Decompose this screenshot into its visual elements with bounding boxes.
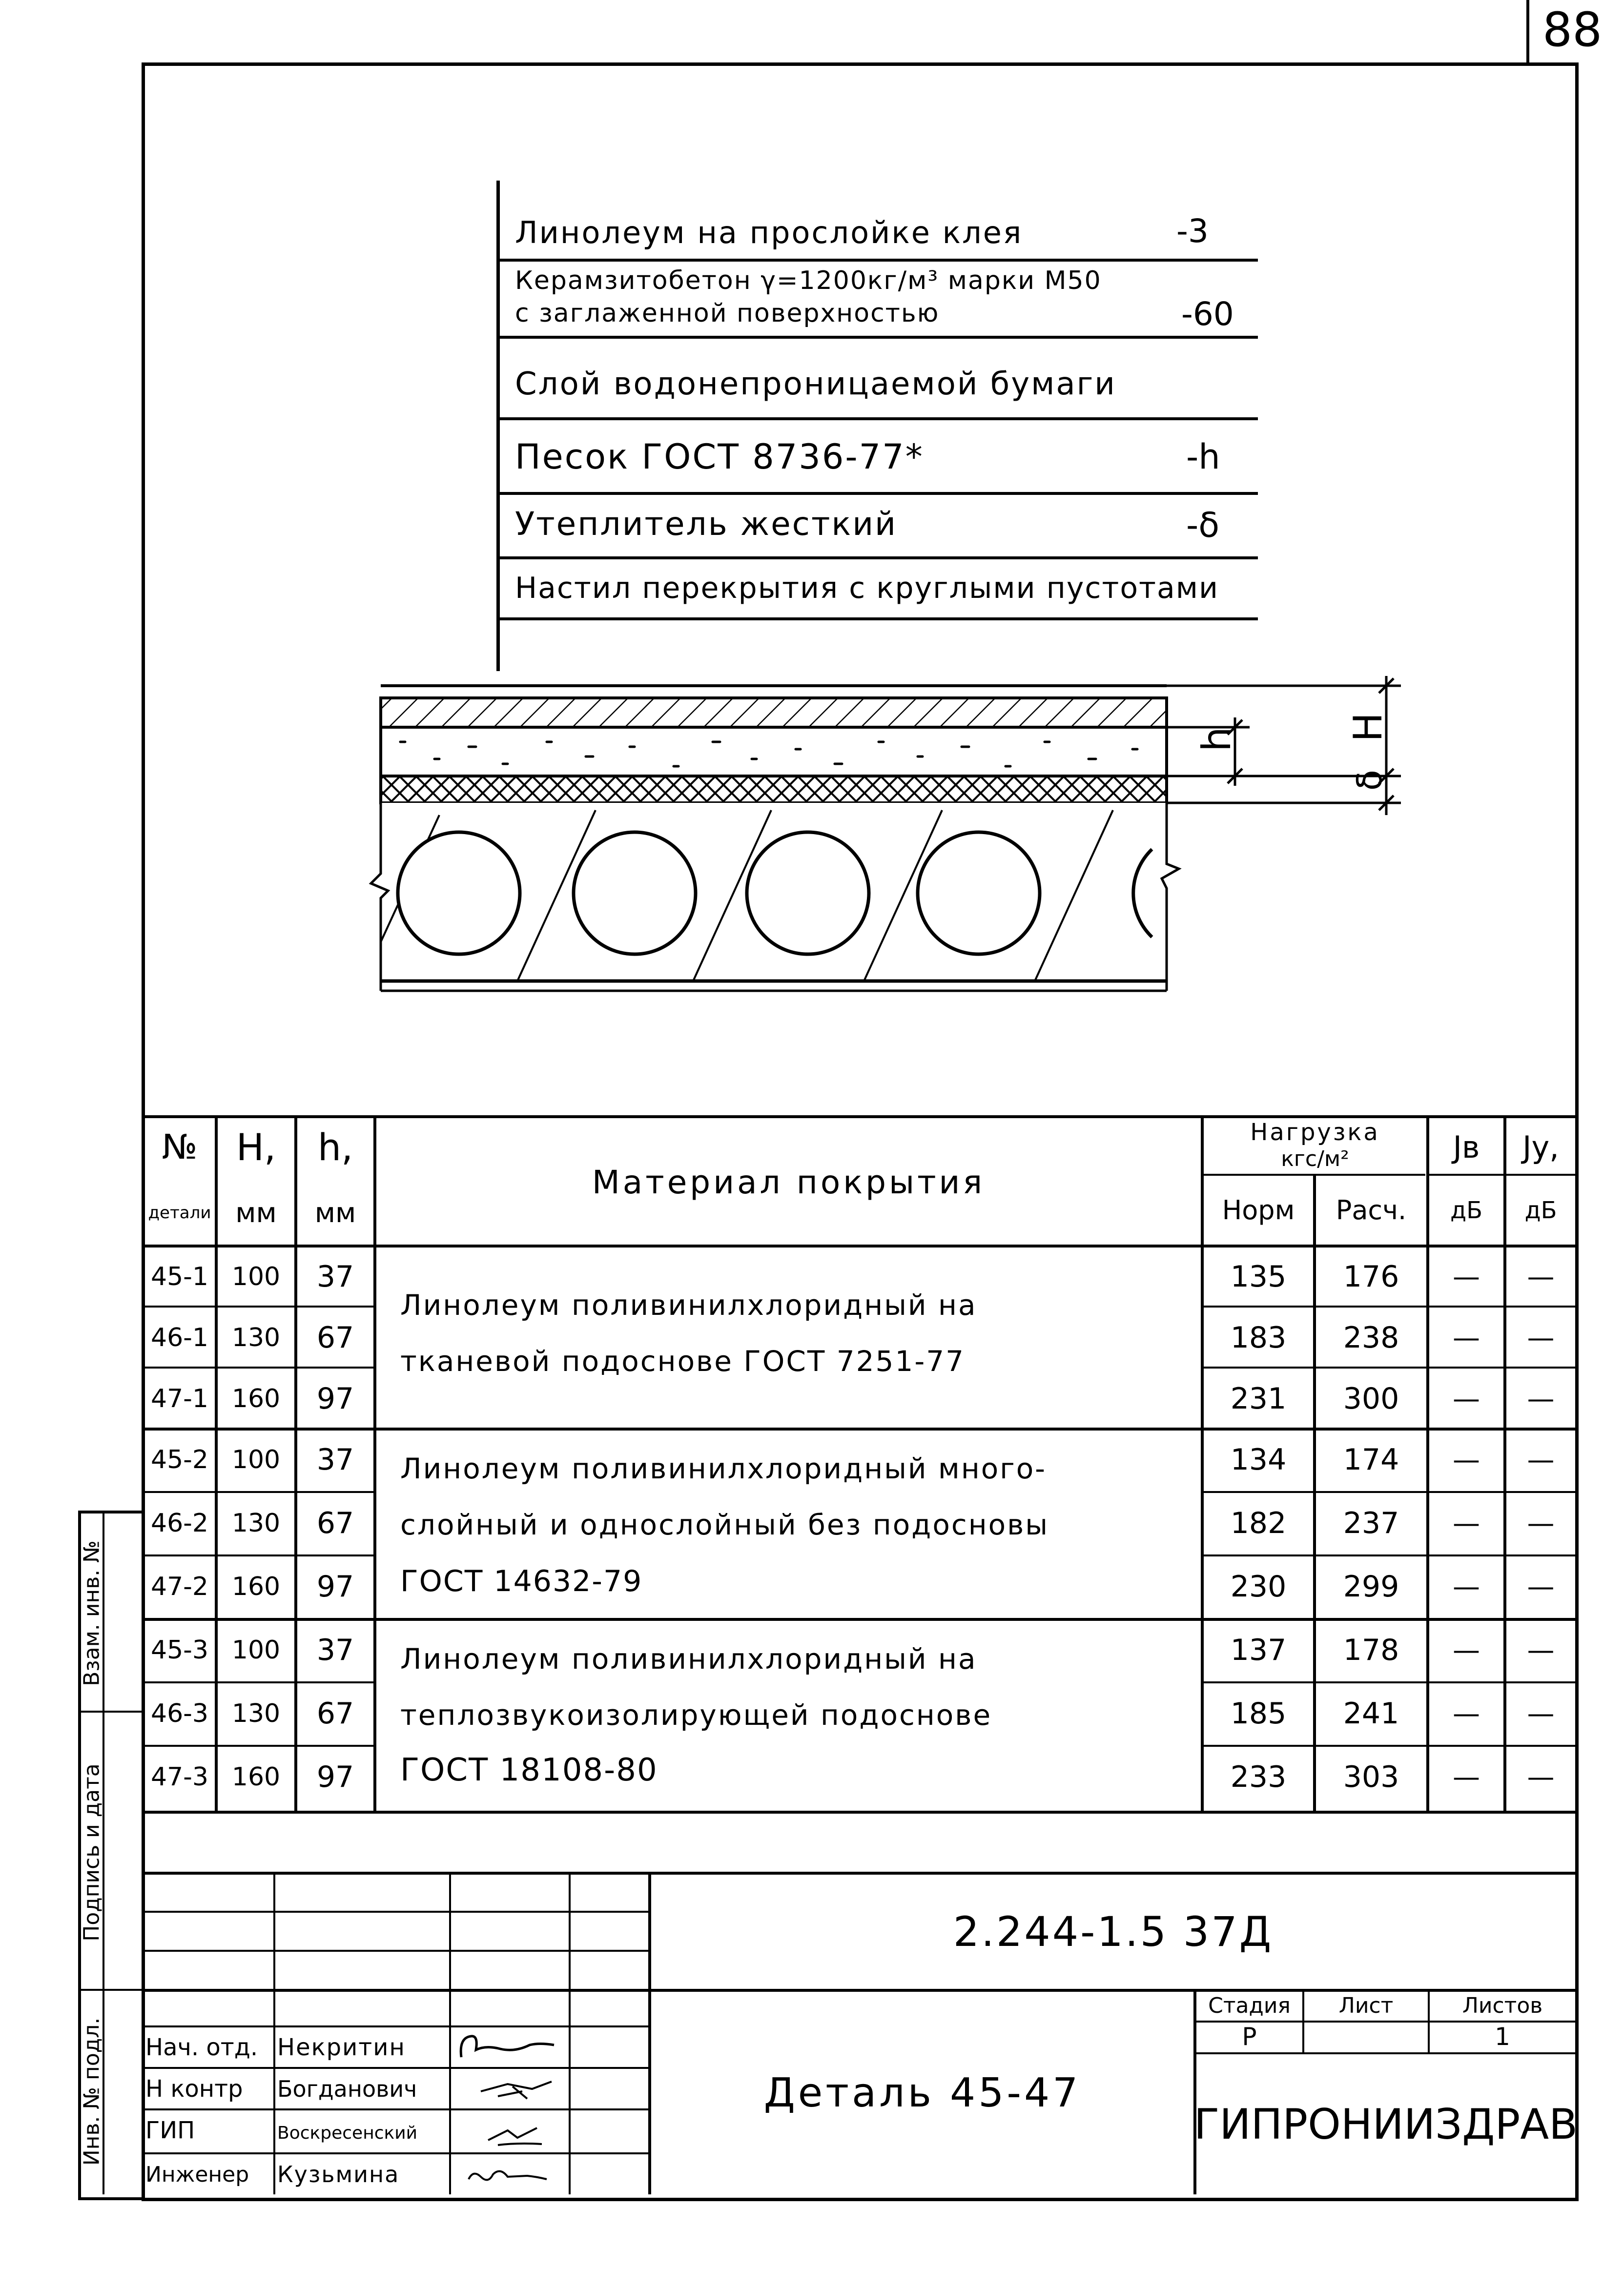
jv-cell: — (1453, 1761, 1480, 1793)
row-line (142, 1745, 375, 1747)
h-cell: 97 (316, 1570, 354, 1604)
header-material: Материал покрытия (592, 1164, 986, 1201)
stage-value: Р (1242, 2023, 1257, 2051)
header-load-calc: Расч. (1336, 1195, 1407, 1226)
signer-name: Богданович (277, 2076, 417, 2102)
layer-2-label-b: с заглаженной поверхностью (515, 299, 940, 328)
signature-1 (456, 2030, 564, 2065)
sound-header-split (1429, 1174, 1575, 1176)
layer-2-thickness: -60 (1181, 295, 1234, 333)
layer-3-label: Слой водонепроницаемой бумаги (515, 366, 1116, 402)
sand-layer (381, 727, 1167, 776)
detail-title: Деталь 45-47 (763, 2069, 1081, 2116)
layer-5-thickness: -δ (1186, 505, 1220, 545)
jy-cell: — (1527, 1444, 1555, 1476)
load-calc-cell: 241 (1343, 1697, 1399, 1731)
row-line (1201, 1491, 1575, 1493)
h-cell: 37 (316, 1260, 354, 1294)
signer-role: Нач. отд. (145, 2034, 258, 2061)
side-stamp-vzam-inv: Взам. инв. № (79, 1540, 104, 1686)
dim-label-h: h (1194, 727, 1239, 752)
signer-name: Некритин (277, 2034, 406, 2061)
load-calc-cell: 176 (1343, 1260, 1399, 1294)
jv-cell: — (1453, 1697, 1480, 1730)
dim-label-H: H (1345, 712, 1391, 742)
h-cell: 67 (316, 1321, 354, 1355)
header-detail-no: № (162, 1127, 198, 1167)
load-calc-cell: 238 (1343, 1321, 1399, 1355)
header-load: Нагрузка (1250, 1119, 1380, 1146)
material-1-line-1: Линолеум поливинилхлоридный на (400, 1288, 977, 1322)
material-1-line-2: тканевой подоснове ГОСТ 7251-77 (400, 1345, 966, 1378)
material-2-line-2: слойный и однослойный без подосновы (400, 1508, 1049, 1541)
layer-1-line (496, 259, 1258, 262)
jv-cell: — (1453, 1571, 1480, 1603)
layer-6-line (496, 617, 1258, 620)
detail-no-cell: 45-3 (150, 1636, 208, 1665)
h-cell: 67 (316, 1506, 354, 1540)
detail-no-cell: 45-1 (150, 1262, 208, 1291)
signer-role: ГИП (145, 2117, 195, 2144)
sheet-number-box-left (1526, 0, 1529, 63)
header-jy: Jу, (1522, 1129, 1559, 1165)
signature-3 (483, 2116, 552, 2150)
detail-no-cell: 46-3 (150, 1699, 208, 1728)
header-load-unit: кгс/м² (1281, 1146, 1349, 1171)
side-stamp-podpis-data: Подпись и дата (79, 1763, 104, 1942)
stage-row-line-2 (1193, 2052, 1575, 2054)
layer-5-line (496, 556, 1258, 559)
row-line (142, 1491, 375, 1493)
layer-4-thickness: -h (1186, 437, 1220, 477)
sheet-number: 88 (1542, 2, 1603, 57)
H-cell: 100 (231, 1636, 281, 1665)
sig-col-2 (449, 1872, 451, 2194)
H-cell: 130 (231, 1699, 281, 1728)
h-cell: 97 (316, 1382, 354, 1416)
signer-name: Воскресенский (277, 2123, 418, 2143)
header-jy-unit: дБ (1524, 1196, 1557, 1224)
h-cell: 97 (316, 1760, 354, 1794)
floor-section-drawing (342, 669, 1440, 1020)
detail-no-cell: 46-1 (150, 1323, 208, 1352)
H-cell: 130 (231, 1509, 281, 1538)
load-norm-cell: 233 (1230, 1760, 1287, 1794)
row-line (1201, 1745, 1575, 1747)
h-cell: 37 (316, 1633, 354, 1667)
sig-col-1 (273, 1872, 275, 2194)
H-cell: 130 (231, 1323, 281, 1352)
document-designation: 2.244-1.5 37Д (953, 1907, 1274, 1956)
h-cell: 67 (316, 1697, 354, 1731)
sheets-value: 1 (1495, 2023, 1510, 2051)
H-cell: 100 (231, 1445, 281, 1474)
side-stamp-line-2 (78, 1989, 142, 1991)
sheet-label: Лист (1338, 1993, 1394, 2018)
header-jv-unit: дБ (1450, 1196, 1483, 1224)
sheets-label: Листов (1462, 1993, 1543, 2018)
layer-3-line (496, 417, 1258, 420)
signer-role: Инженер (145, 2162, 249, 2187)
load-norm-cell: 134 (1230, 1443, 1287, 1477)
callout-leader (496, 181, 500, 671)
sig-row (142, 1950, 649, 1952)
header-H-unit: мм (235, 1197, 277, 1229)
organization-name: ГИПРОНИИЗДРАВ (1193, 2100, 1578, 2149)
load-calc-cell: 300 (1343, 1382, 1399, 1416)
load-calc-cell: 303 (1343, 1760, 1399, 1794)
header-load-norm: Норм (1222, 1195, 1295, 1226)
H-cell: 100 (231, 1262, 281, 1291)
header-detail-no-sub: детали (148, 1203, 211, 1223)
table-bottom-line (142, 1811, 1575, 1814)
jy-cell: — (1527, 1261, 1555, 1293)
detail-no-cell: 45-2 (150, 1445, 208, 1474)
jv-cell: — (1453, 1507, 1480, 1539)
dim-label-delta: δ (1350, 770, 1390, 791)
sheet-value (1304, 2022, 1428, 2052)
side-stamp-line-1 (78, 1711, 142, 1713)
sig-row (142, 2152, 649, 2154)
jy-cell: — (1527, 1383, 1555, 1415)
row-line (142, 1554, 375, 1556)
jv-cell: — (1453, 1383, 1480, 1415)
side-stamp-inv-podl: Инв. № подл. (79, 2017, 104, 2166)
header-h-unit: мм (314, 1197, 356, 1229)
h-cell: 37 (316, 1443, 354, 1477)
layer-2-label-a: Керамзитобетон γ=1200кг/м³ марки М50 (515, 266, 1102, 295)
insulation-layer (381, 776, 1167, 803)
layer-5-label: Утеплитель жесткий (515, 505, 898, 543)
layer-2-line (496, 336, 1258, 339)
layer-4-label: Песок ГОСТ 8736-77* (515, 437, 924, 477)
sig-row (142, 2025, 649, 2027)
load-calc-cell: 299 (1343, 1570, 1399, 1604)
detail-no-cell: 47-2 (150, 1572, 208, 1601)
load-norm-cell: 182 (1230, 1506, 1287, 1540)
jy-cell: — (1527, 1697, 1555, 1730)
row-line (142, 1681, 375, 1683)
H-cell: 160 (231, 1762, 281, 1792)
load-calc-cell: 178 (1343, 1633, 1399, 1667)
stage-label: Стадия (1208, 1993, 1291, 2018)
header-h: h, (317, 1125, 353, 1169)
H-cell: 160 (231, 1572, 281, 1601)
signature-4 (464, 2157, 552, 2191)
material-3-line-3: ГОСТ 18108-80 (400, 1752, 658, 1788)
sig-row (142, 2067, 649, 2069)
load-norm-cell: 185 (1230, 1697, 1287, 1731)
layer-1-thickness: -3 (1176, 212, 1209, 250)
detail-no-cell: 47-1 (150, 1384, 208, 1413)
load-calc-cell: 237 (1343, 1506, 1399, 1540)
keramzit-concrete-layer (381, 698, 1167, 727)
load-norm-cell: 230 (1230, 1570, 1287, 1604)
header-H: H, (236, 1125, 276, 1169)
jy-cell: — (1527, 1507, 1555, 1539)
material-2-line-3: ГОСТ 14632-79 (400, 1564, 643, 1598)
jy-cell: — (1527, 1634, 1555, 1666)
sig-row (142, 2108, 649, 2110)
material-3-line-1: Линолеум поливинилхлоридный на (400, 1642, 977, 1676)
jy-cell: — (1527, 1571, 1555, 1603)
signer-name: Кузьмина (277, 2161, 400, 2188)
load-norm-cell: 135 (1230, 1260, 1287, 1294)
jv-cell: — (1453, 1634, 1480, 1666)
jv-cell: — (1453, 1261, 1480, 1293)
layer-4-line (496, 492, 1258, 495)
load-norm-cell: 183 (1230, 1321, 1287, 1355)
signature-2 (478, 2072, 556, 2106)
H-cell: 160 (231, 1384, 281, 1413)
layer-1-label: Линолеум на прослойке клея (515, 215, 1023, 250)
jv-cell: — (1453, 1444, 1480, 1476)
row-line (1201, 1681, 1575, 1683)
header-jv: Jв (1453, 1129, 1480, 1165)
detail-no-cell: 46-2 (150, 1509, 208, 1538)
material-2-line-1: Линолеум поливинилхлоридный много- (400, 1452, 1047, 1485)
row-line (1201, 1554, 1575, 1556)
jv-cell: — (1453, 1322, 1480, 1354)
jy-cell: — (1527, 1761, 1555, 1793)
load-norm-cell: 137 (1230, 1633, 1287, 1667)
jy-cell: — (1527, 1322, 1555, 1354)
load-calc-cell: 174 (1343, 1443, 1399, 1477)
load-norm-cell: 231 (1230, 1382, 1287, 1416)
material-3-line-2: теплозвукоизолирующей подоснове (400, 1698, 992, 1732)
signer-role: Н контр (145, 2075, 243, 2103)
detail-no-cell: 47-3 (150, 1762, 208, 1792)
layer-6-label: Настил перекрытия с круглыми пустотами (515, 571, 1219, 605)
sig-col-3 (569, 1872, 571, 2194)
sig-row (142, 1911, 649, 1913)
